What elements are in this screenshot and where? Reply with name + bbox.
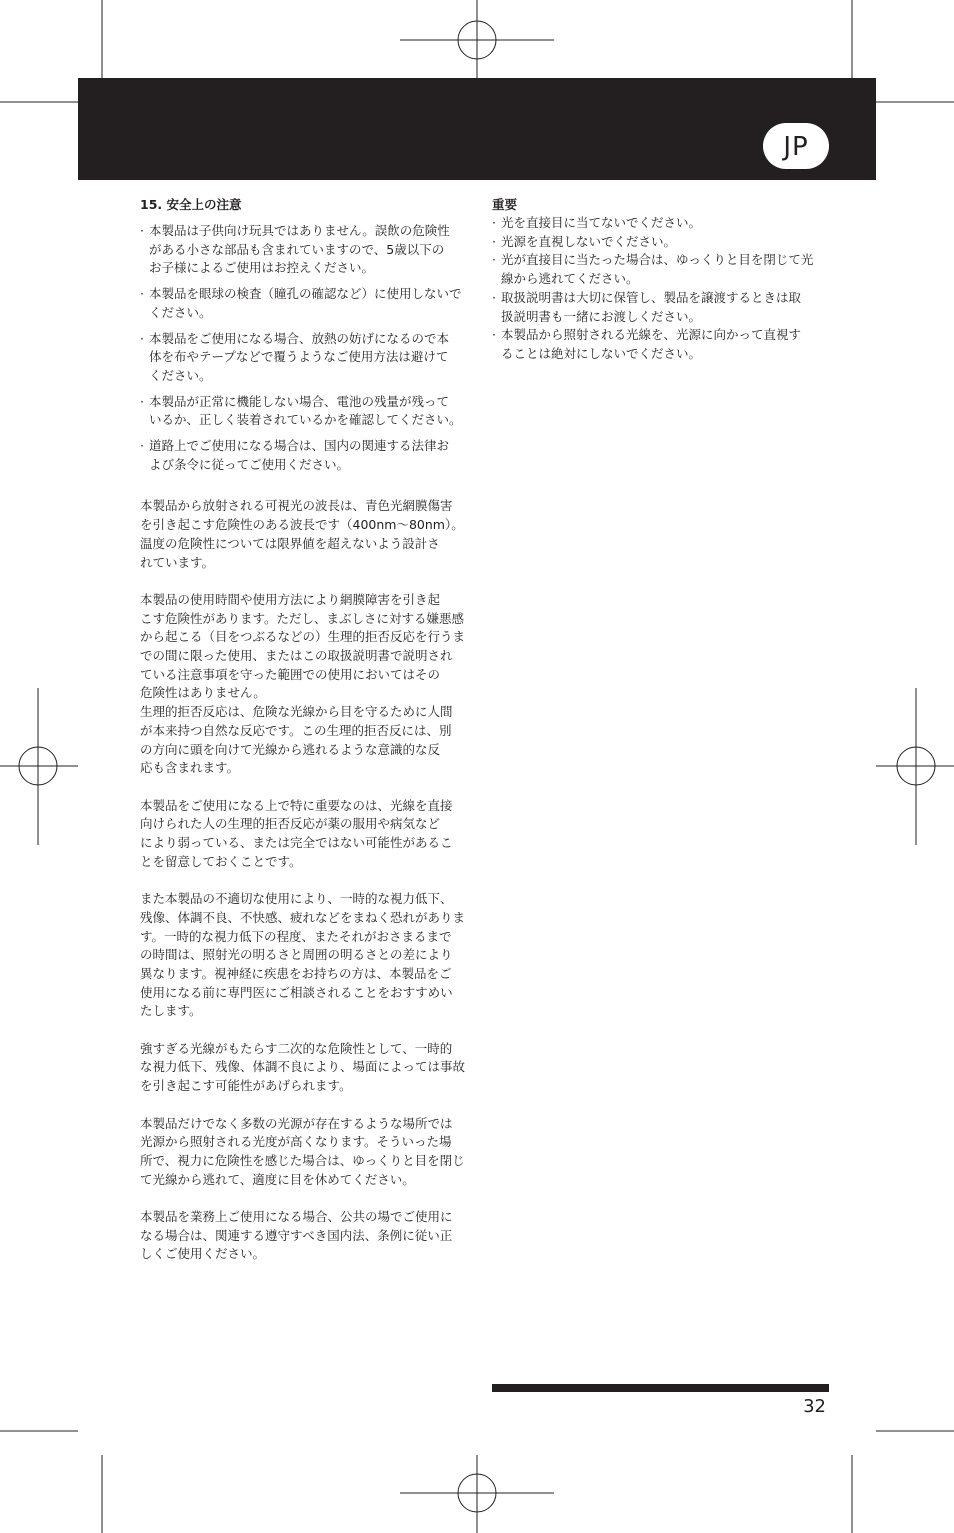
page-number: 32	[803, 1396, 826, 1417]
section-title-safety: 15. 安全上の注意	[140, 197, 242, 212]
safety-bullet: · 道路上でご使用になる場合は、国内の関連する法律お よび条令に従ってご使用ください。	[140, 437, 475, 474]
paragraph-business-use: 本製品を業務上ご使用になる場合、公共の場でご使用に なる場合は、関連する遵守すべき国内法、条例に従い正 しくご使用ください。	[140, 1209, 453, 1262]
paragraph-wavelength: 本製品から放射される可視光の波長は、青色光網膜傷害 を引き起こす危険性のある波長です（400nm〜80nm）。 温度の危険性については限界値を超えないよう設計さ れています。	[140, 498, 464, 570]
paragraph-secondary-risk: 強すぎる光線がもたらす二次的な危険性として、一時的 な視力低下、残像、体調不良により、場面によっては事故 を引き起こす可能性があげられます。	[140, 1040, 466, 1094]
safety-bullet: · 本製品が正常に機能しない場合、電池の残量が残って いるか、正しく装着されているかを確認してください。	[140, 393, 475, 430]
important-bullet: · 光を直接目に当てないでください。	[492, 214, 828, 233]
paragraph-retinal-risk: 本製品の使用時間や使用方法により網膜障害を引き起 こす危険性があります。ただし、まぶしさに対する嫌悪感 から起こる（目をつぶるなどの）生理的拒否反応を行うま での間に限った使用、またはこの取扱説明書で説明され ている注意事項を守った範囲での使用においてはその 危険性はありません。	[140, 591, 466, 701]
left-column	[140, 196, 475, 1283]
important-bullet: · 本製品から照射される光線を、光源に向かって直視す ることは絶対にしないでください。	[492, 326, 828, 363]
paragraph-improper-use: また本製品の不適切な使用により、一時的な視力低下、 残像、体調不良、不快感、疲れなどをまねく恐れがありま す。一時的な視力低下の程度、またそれがおさまるまで の時間は、照射光の明るさと周囲の明るさとの差により 異なります。視神経に疾患をお持ちの方は、本製品をご 使用になる前に専門医にご相談されることをおすすめい たします。	[140, 891, 466, 1019]
language-badge: JP	[763, 123, 829, 169]
important-bullet-list	[492, 214, 828, 364]
important-bullet: · 取扱説明書は大切に保管し、製品を譲渡するときは取 扱説明書も一緒にお渡しください。	[492, 289, 828, 326]
right-column	[492, 196, 828, 364]
paragraph-aversion-response: 生理的拒否反応は、危険な光線から目を守るために人間 が本来持つ自然な反応です。この生理的拒否反には、別 の方向に頭を向けて光線から逃れるような意識的な反 応も含まれます。	[140, 704, 453, 776]
important-bullet: · 光が直接目に当たった場合は、ゆっくりと目を閉じて光 線から逃れてください。	[492, 251, 828, 288]
paragraph-important-note: 本製品をご使用になる上で特に重要なのは、光線を直接 向けられた人の生理的拒否反応が薬の服用や病気など により弱っている、または完全ではない可能性があるこ とを留意しておくことです。	[140, 797, 453, 869]
footer-bar	[492, 1384, 829, 1392]
header-band	[78, 78, 876, 180]
section-title-important: 重要	[492, 197, 518, 212]
safety-bullet: · 本製品は子供向け玩具ではありません。誤飲の危険性 がある小さな部品も含まれていますので、5歳以下の お子様によるご使用はお控えください。	[140, 222, 475, 278]
paragraph-multiple-sources: 本製品だけでなく多数の光源が存在するような場所では 光源から照射される光度が高くなります。そういった場 所で、視力に危険性を感じた場合は、ゆっくりと目を閉じ て光線から逃れて、適度に目を休めてください。	[140, 1115, 465, 1187]
safety-bullet: · 本製品をご使用になる場合、放熱の妨げになるので本 体を布やテープなどで覆うようなご使用方法は避けて ください。	[140, 330, 475, 386]
safety-bullet-list	[140, 222, 475, 474]
safety-bullet: · 本製品を眼球の検査（瞳孔の確認など）に使用しないで ください。	[140, 285, 475, 322]
important-bullet: · 光源を直視しないでください。	[492, 233, 828, 252]
